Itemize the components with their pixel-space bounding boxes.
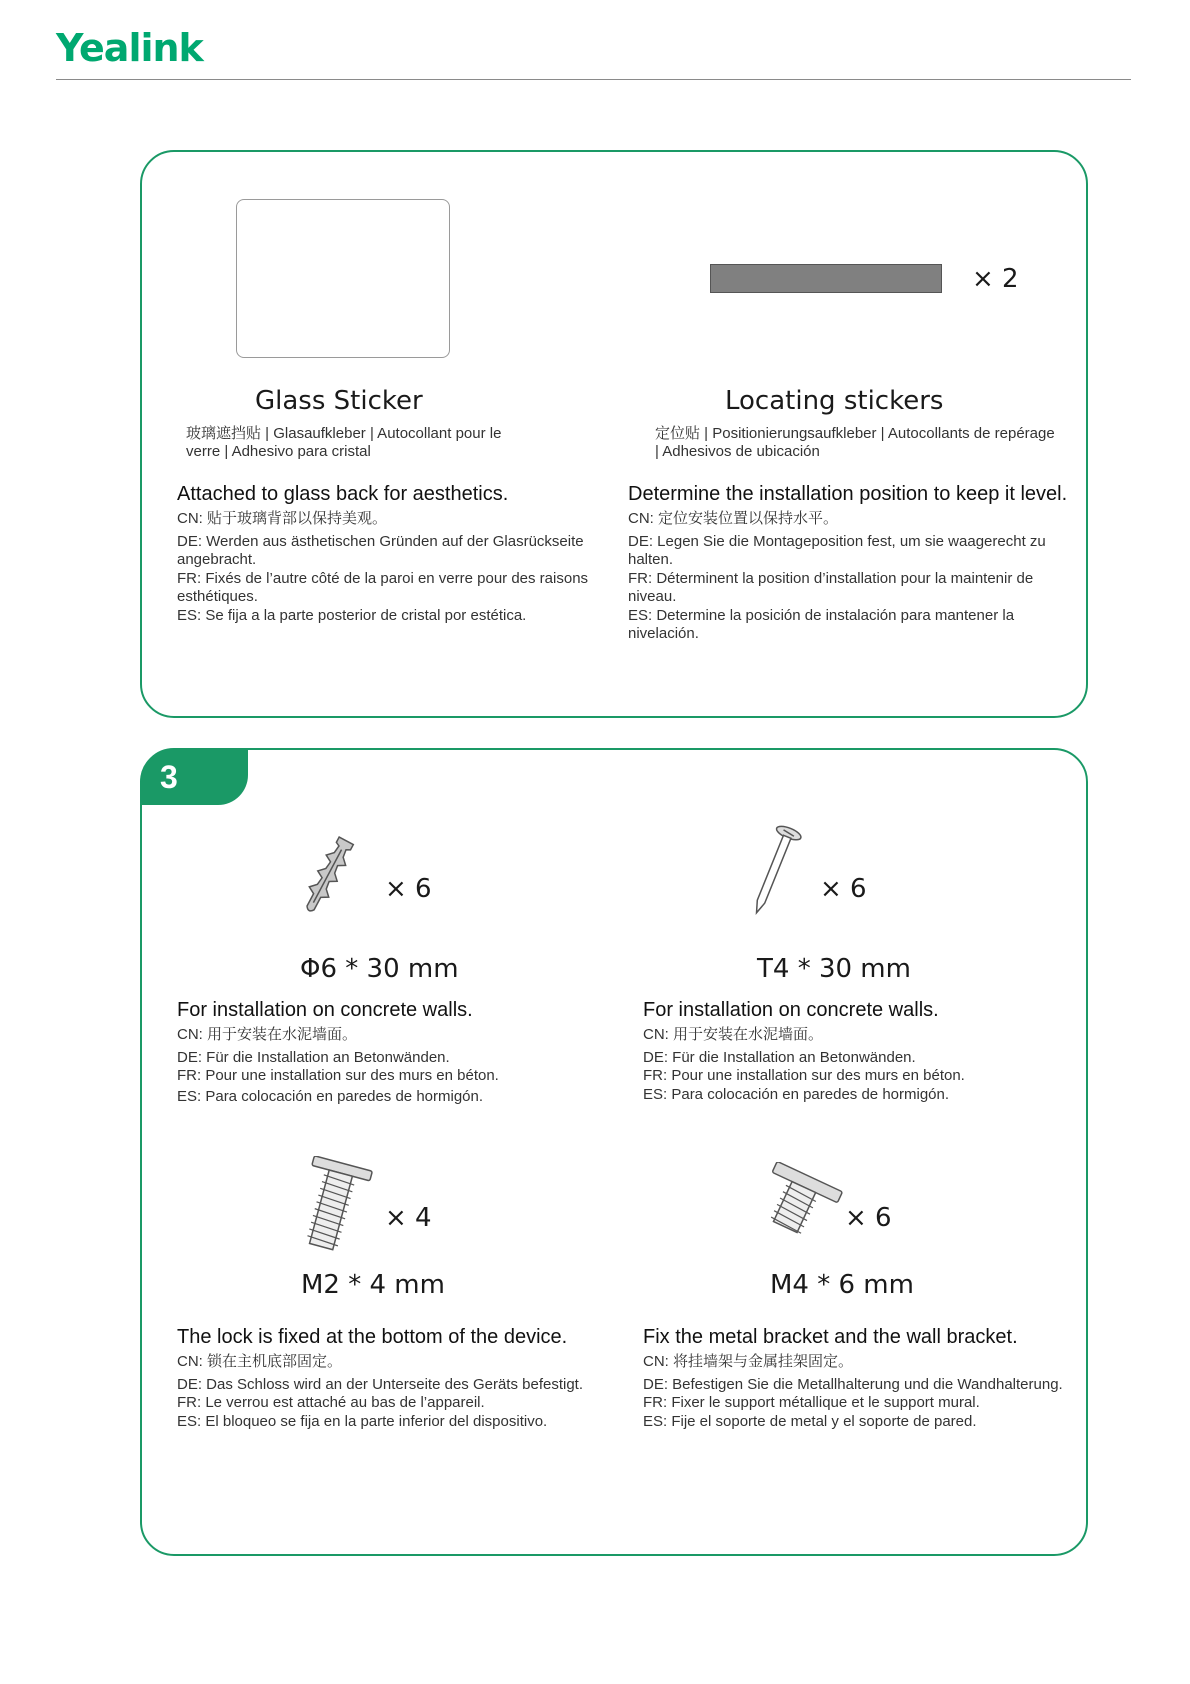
glass-sticker-lead: Attached to glass back for aesthetics.	[177, 483, 509, 505]
step-number-badge: 3	[140, 749, 248, 805]
screws-panel	[140, 748, 1088, 1556]
screw-t4-size-title: T4 * 30 mm	[757, 954, 911, 984]
glass-sticker-title: Glass Sticker	[255, 386, 423, 416]
screw-m4-lead: Fix the metal bracket and the wall bracket.	[643, 1326, 1018, 1348]
machine-screw-m4-icon	[752, 1162, 844, 1242]
screw-m2-size-title: M2 * 4 mm	[301, 1270, 445, 1300]
anchor-lead: For installation on concrete walls.	[177, 999, 473, 1021]
locating-stickers-title: Locating stickers	[725, 386, 944, 416]
anchor-quantity: × 6	[385, 874, 432, 904]
screw-m2-description: CN: 锁在主机底部固定。 DE: Das Schloss wird an der Unterseite des Geräts befestigt. FR: Le verrou est attaché au bas de l’appareil. ES: El bloqueo se fija en la parte inferior del dispositivo.	[177, 1353, 584, 1430]
yealink-logo: Yealink	[56, 26, 203, 70]
anchor-size-title: Φ6 * 30 mm	[300, 954, 459, 984]
machine-screw-m2-icon	[288, 1156, 376, 1256]
locating-sticker-quantity: × 2	[972, 264, 1019, 294]
screw-t4-quantity: × 6	[820, 874, 867, 904]
screw-t4-description: CN: 用于安装在水泥墙面。 DE: Für die Installation an Betonwänden. FR: Pour une installation sur des murs en béton. ES: Para colocación en paredes de hormigón.	[643, 1026, 965, 1103]
glass-sticker-description: CN: 贴于玻璃背部以保持美观。 DE: Werden aus ästhetischen Gründen auf der Glasrückseite angebracht. FR: Fixés de l’autre côté de la paroi en verre pour des raisons esthétiques. ES: Se fija a la parte posterior de cristal por estética.	[177, 510, 589, 624]
locating-stickers-lead: Determine the installation position to keep it level.	[628, 483, 1068, 505]
anchor-description: CN: 用于安装在水泥墙面。 DE: Für die Installation an Betonwänden. FR: Pour une installation sur des murs en béton. ES: Para colocación en paredes de hormigón.	[177, 1026, 499, 1105]
header-divider	[56, 79, 1131, 80]
screw-t4-lead: For installation on concrete walls.	[643, 999, 939, 1021]
screw-m4-size-title: M4 * 6 mm	[770, 1270, 914, 1300]
screw-m2-quantity: × 4	[385, 1203, 432, 1233]
locating-sticker-illustration	[710, 264, 942, 293]
locating-stickers-description: CN: 定位安装位置以保持水平。 DE: Legen Sie die Montageposition fest, um sie waagerecht zu halten. FR: Déterminent la position d’installation pour la maintenir de niveau. ES: Determine la posición de instalación para mantener la nivelación.	[628, 510, 1046, 642]
screw-m4-description: CN: 将挂墙架与金属挂架固定。 DE: Befestigen Sie die Metallhalterung und die Wandhalterung. FR: Fixer le support métallique et le support mural. ES: Fije el soporte de metal y el soporte de pared.	[643, 1353, 1063, 1430]
glass-sticker-illustration	[236, 199, 450, 358]
wall-anchor-icon	[292, 832, 362, 922]
screw-m4-quantity: × 6	[845, 1203, 892, 1233]
locating-stickers-subtitle: 定位贴 | Positionierungsaufkleber | Autocollants de repérage | Adhesivos de ubicación	[655, 425, 1055, 460]
glass-sticker-subtitle: 玻璃遮挡贴 | Glasaufkleber | Autocollant pour le verre | Adhesivo para cristal	[186, 425, 502, 460]
wood-screw-icon	[742, 822, 804, 922]
screw-m2-lead: The lock is fixed at the bottom of the device.	[177, 1326, 568, 1348]
